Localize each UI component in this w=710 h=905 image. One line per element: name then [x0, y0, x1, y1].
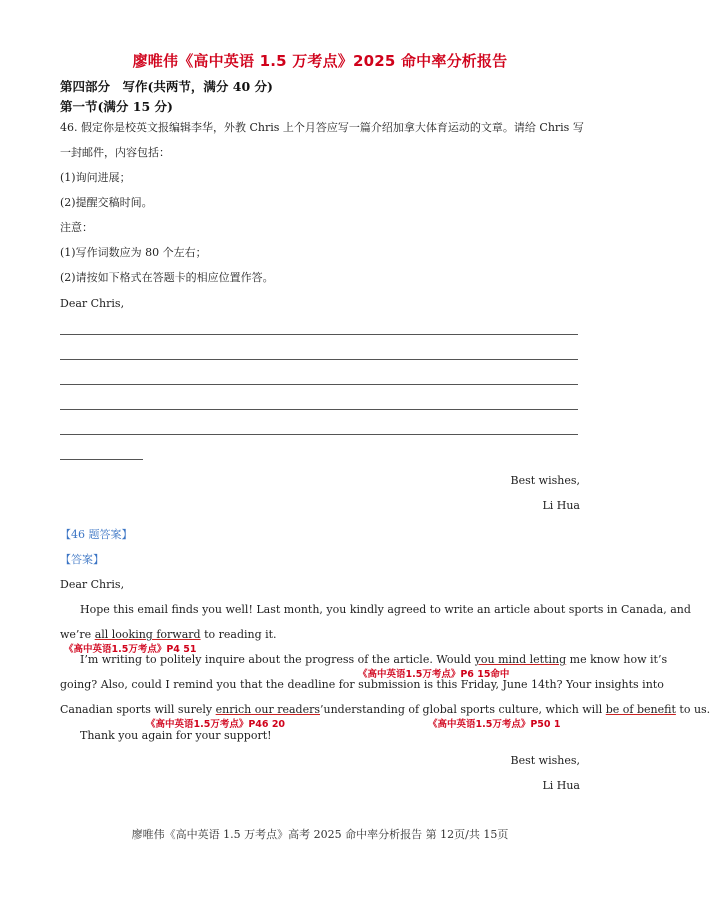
answer-p2-line3	[60, 703, 710, 717]
answer-header: 【46 题答案】	[60, 528, 133, 541]
letter-greeting: Dear Chris,	[60, 297, 125, 310]
text-span: ’understanding of global sports culture, which will	[320, 703, 606, 716]
question-prompt-line1: 46. 假定你是校英文报编辑李华，外教 Chris 上个月答应写一篇介绍加拿大体育运动的文章。请给 Chris 写	[60, 121, 584, 134]
question-item-1: (1)询问进展；	[60, 171, 131, 184]
highlighted-phrase: you mind letting	[474, 653, 567, 666]
question-prompt-line2: 一封邮件，内容包括：	[60, 146, 170, 159]
answer-p1-line1: Hope this email finds you well! Last month, you kindly agreed to write an article about sports in Canada, and	[80, 603, 691, 616]
page-footer: 廖唯伟《高中英语 1.5 万考点》高考 2025 命中率分析报告 第 12页/共 15页	[131, 828, 509, 841]
answer-thanks: Thank you again for your support!	[80, 729, 272, 742]
highlighted-phrase: be of benefit	[605, 703, 676, 716]
section-heading: 第四部分 写作(共两节，满分 40 分)	[60, 79, 273, 94]
question-item-2: (2)提醒交稿时间。	[60, 196, 153, 209]
answer-greeting: Dear Chris,	[60, 578, 125, 591]
highlighted-phrase: enrich our readers	[215, 703, 320, 716]
answer-line	[60, 434, 578, 435]
highlighted-phrase: all looking forward	[94, 628, 201, 641]
reference-note-3: 《高中英语1.5万考点》P46 20	[146, 719, 286, 730]
answer-signature: Li Hua	[542, 779, 580, 792]
answer-line-short	[60, 459, 143, 460]
answer-line	[60, 409, 578, 410]
reference-note-4: 《高中英语1.5万考点》P50 1	[428, 719, 561, 730]
answer-line	[60, 384, 578, 385]
page-title: 廖唯伟《高中英语 1.5 万考点》2025 命中率分析报告	[132, 52, 508, 70]
text-span: Canadian sports will surely	[60, 703, 216, 716]
reference-note-2: 《高中英语1.5万考点》P6 15命中	[358, 669, 510, 680]
subsection-heading: 第一节(满分 15 分)	[60, 99, 173, 114]
note-1: (1)写作词数应为 80 个左右；	[60, 246, 207, 259]
answer-p2-line1	[80, 653, 667, 667]
answer-p1-line2	[60, 628, 277, 642]
text-span: we’re	[60, 628, 95, 641]
reference-note-1: 《高中英语1.5万考点》P4 51	[64, 644, 197, 655]
text-span: me know how it’s	[566, 653, 668, 666]
answer-line	[60, 334, 578, 335]
letter-closing: Best wishes,	[510, 474, 580, 487]
answer-p2-line2: going? Also, could I remind you that the deadline for submission is this Friday, June 14th? Your insights into	[60, 678, 664, 691]
text-span: I’m writing to politely inquire about the progress of the article. Would	[80, 653, 475, 666]
note-label: 注意：	[60, 221, 93, 234]
text-span: to reading it.	[200, 628, 277, 641]
text-span: to us.	[675, 703, 710, 716]
answer-closing: Best wishes,	[510, 754, 580, 767]
note-2: (2)请按如下格式在答题卡的相应位置作答。	[60, 271, 274, 284]
answer-label: 【答案】	[60, 553, 104, 566]
letter-signature: Li Hua	[542, 499, 580, 512]
answer-line	[60, 359, 578, 360]
